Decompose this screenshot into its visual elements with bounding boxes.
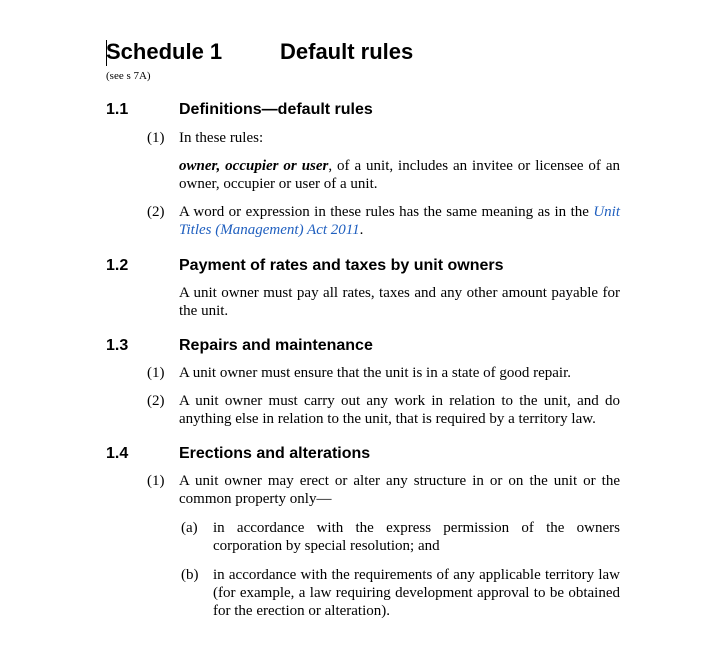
- section-number: 1.4: [106, 445, 129, 462]
- section-heading: Erections and alterations: [179, 445, 371, 462]
- subsection-text: A unit owner must carry out any work in relation to the unit, and do anything else in relation to the unit, that is required by a territory law.: [179, 393, 620, 427]
- subsection-text: [179, 203, 620, 239]
- subsection-text-part: A word or expression in these rules has the same meaning as in the: [179, 204, 594, 220]
- subsection-text: A unit owner may erect or alter any structure in or on the unit or the common property only—: [179, 473, 620, 507]
- schedule-heading: [106, 38, 413, 66]
- section-number: 1.3: [106, 337, 129, 354]
- section-heading: Payment of rates and taxes by unit owners: [179, 257, 504, 274]
- schedule-title: Default rules: [280, 39, 414, 64]
- section-text: A unit owner must pay all rates, taxes and any other amount payable for the unit.: [179, 285, 620, 319]
- subsection-label: (1): [147, 130, 165, 146]
- section-number: 1.2: [106, 257, 129, 274]
- definition-text: , of a unit, includes an invitee or licensee of an owner, occupier or user of a unit.: [179, 158, 620, 192]
- section-number: 1.1: [106, 101, 129, 118]
- subsection-text: A unit owner must ensure that the unit is in a state of good repair.: [179, 365, 572, 381]
- schedule-reference: (see s 7A): [106, 70, 151, 82]
- paragraph-text: in accordance with the requirements of any applicable territory law (for example, a law requiring development approval to be obtained for the erection or alteration).: [213, 567, 620, 619]
- paragraph-text: in accordance with the express permission of the owners corporation by special resolution; and: [213, 520, 620, 554]
- paragraph-label: (a): [181, 520, 198, 536]
- act-link[interactable]: Unit Titles (Management) Act 2011: [179, 204, 620, 238]
- section-heading: Definitions—default rules: [179, 101, 373, 118]
- section-heading: Repairs and maintenance: [179, 337, 373, 354]
- subsection-label: (2): [147, 204, 165, 220]
- subsection-label: (2): [147, 393, 165, 409]
- defined-term: owner, occupier or user: [179, 158, 329, 174]
- schedule-number: Schedule 1: [106, 39, 223, 64]
- subsection-text-part: .: [359, 222, 364, 238]
- subsection-text: In these rules:: [179, 130, 264, 146]
- paragraph-label: (b): [181, 567, 199, 583]
- definition: [179, 157, 620, 193]
- subsection-label: (1): [147, 365, 165, 381]
- subsection-label: (1): [147, 473, 165, 489]
